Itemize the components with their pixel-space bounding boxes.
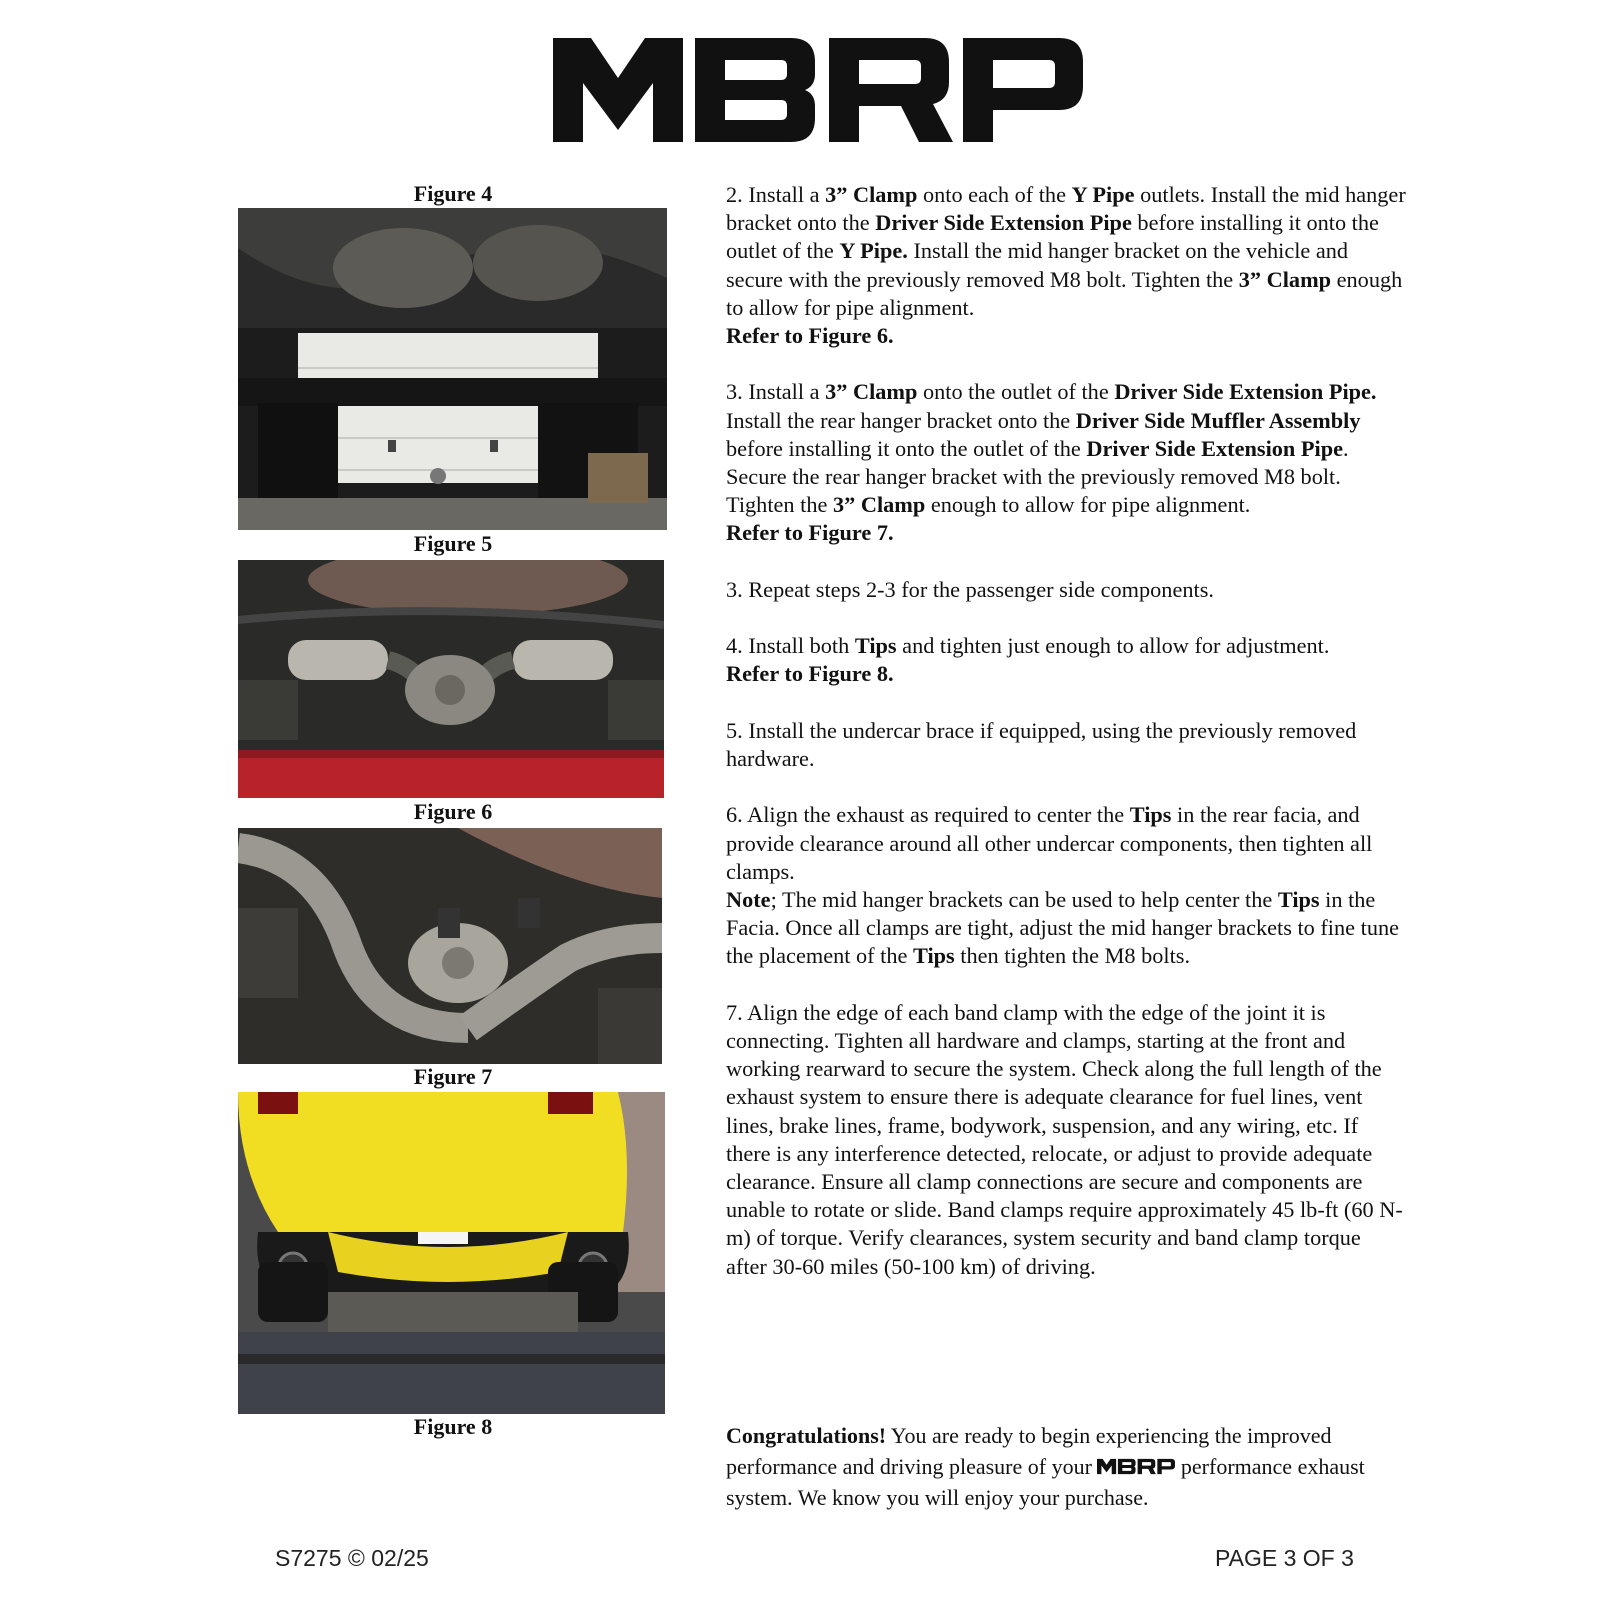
step-4: 4. Install both Tips and tighten just enough to allow for adjustment. Refer to Figure 8. xyxy=(726,633,1330,687)
step-repeat: 3. Repeat steps 2-3 for the passenger side components. xyxy=(726,576,1214,602)
step-6: 6. Align the exhaust as required to center the Tips in the rear facia, and provide clearance around all other undercar components, then tighten all clamps. Note; The mid hanger brackets can be used to help center the Tips in the Facia. Once all clamps are tight, adjust the mid hanger brackets to fine tune the placement of the Tips then tighten the M8 bolts. xyxy=(726,802,1400,969)
congratulations-text: Congratulations! You are ready to begin experiencing the improved performance and driving pleasure of your performance exhaust system. We know you will enjoy your purchase. xyxy=(726,1423,1365,1510)
refer-figure-8: Refer to Figure 8. xyxy=(726,661,894,687)
mbrp-inline-logo xyxy=(1097,1458,1175,1475)
mbrp-inline-logo-mark xyxy=(1097,1458,1175,1475)
figure-6-caption: Figure 6 xyxy=(413,799,493,824)
step-3: 3. Install a 3” Clamp onto the outlet of the Driver Side Extension Pipe. Install the rear hanger bracket onto the Driver Side Muffler Assembly before installing it onto the outlet of the Driver Side Extension Pipe. Secure the rear hanger bracket with the previously removed M8 bolt. Tighten the 3” Clamp enough to allow for pipe alignment. Refer to Figure 7. xyxy=(726,379,1377,546)
refer-figure-6: Refer to Figure 6. xyxy=(726,323,894,349)
figure-5-caption: Figure 5 xyxy=(413,531,493,556)
refer-figure-7: Refer to Figure 7. xyxy=(726,520,894,546)
figure-5-photo xyxy=(238,560,664,798)
step-2: 2. Install a 3” Clamp onto each of the Y Pipe outlets. Install the mid hanger bracket onto the Driver Side Extension Pipe before installing it onto the outlet of the Y Pipe. Install the mid hanger bracket on the vehicle and secure with the previously removed M8 bolt. Tighten the 3” Clamp enough to allow for pipe alignment. Refer to Figure 6. xyxy=(726,182,1406,349)
figure-7-photo xyxy=(238,1092,665,1414)
figure-8-caption: Figure 8 xyxy=(413,1414,493,1439)
instructions-text xyxy=(726,181,1406,1309)
figure-4-photo xyxy=(238,208,667,530)
figure-6-photo xyxy=(238,828,662,1064)
step-7: 7. Align the edge of each band clamp with the edge of the joint it is connecting. Tighten all hardware and clamps, starting at the front and working rearward to secure the system. Check along the full length of the exhaust system to ensure there is adequate clearance for fuel lines, vent lines, brake lines, frame, bodywork, suspension, and any wiring, etc. If there is any interference detected, relocate, or adjust to provide adequate clearance. Ensure all clamp connections are secure and components are unable to rotate or slide. Band clamps require approximately 45 lb-ft (60 N-m) of torque. Verify clearances, system security and band clamp torque after 30-60 miles (50-100 km) of driving. xyxy=(726,999,1403,1279)
figure-7-caption: Figure 7 xyxy=(413,1064,493,1089)
document-code: S7275 © 02/25 xyxy=(275,1545,429,1571)
step-5: 5. Install the undercar brace if equipped, using the previously removed hardware. xyxy=(726,717,1357,771)
note-label: Note xyxy=(726,887,771,912)
mbrp-logo-mark xyxy=(553,38,1083,142)
mbrp-logo xyxy=(553,38,1083,142)
page-number: PAGE 3 OF 3 xyxy=(1215,1545,1354,1571)
figure-4-caption: Figure 4 xyxy=(413,181,493,206)
congrats-heading: Congratulations! xyxy=(726,1423,887,1448)
